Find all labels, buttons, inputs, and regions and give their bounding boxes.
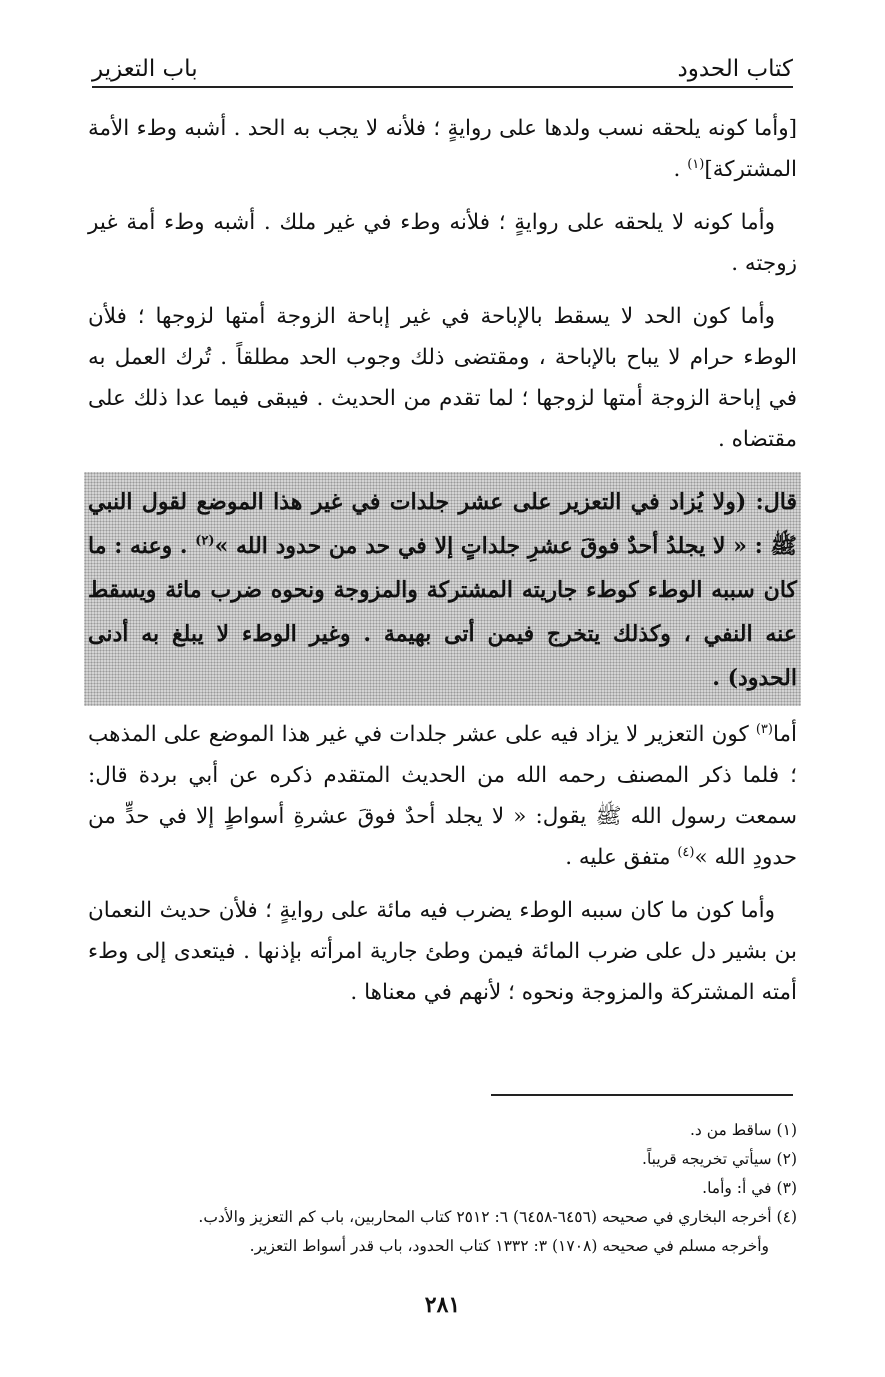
paragraph-4: أما$^{(٣)}$ كون التعزير لا يزاد فيه على عشر جلدات في غير هذا الموضع على المذهب ؛ فلما ذكر المصنف رحمه الله من الحديث المتقدم ذكره عن أبي بردة قال: سمعت رسول الله ﷺ يقول: « لا يجلد أحدٌ فوقَ عشرةِ أسواطٍ إلا في حدٍّ من حدودِ الله »$^{(٤)}$ متفق عليه . — [88, 721, 797, 870]
footnote-separator — [491, 1094, 793, 1096]
header-book-title: كتاب الحدود — [677, 56, 793, 82]
footnote-4: (٤) أخرجه البخاري في صحيحه (٦٤٥٦-٦٤٥٨) ٦: ٢٥١٢ كتاب المحاربين، باب كم التعزيز والأدب. — [198, 1208, 797, 1226]
main-text — [88, 108, 797, 1025]
footnotes — [90, 1116, 797, 1261]
footnote-ref-2: (٢) — [195, 533, 215, 549]
page-number: ٢٨١ — [424, 1292, 461, 1318]
matn-highlight-block — [84, 472, 801, 706]
footnote-2: (٢) سيأتي تخريجه قريباً. — [642, 1150, 797, 1168]
footnote-ref-4: (٤) — [677, 844, 695, 860]
footnote-ref-1: (١) — [687, 156, 705, 172]
header-chapter-title: باب التعزير — [92, 56, 198, 82]
footnote-1: (١) ساقط من د. — [689, 1121, 797, 1139]
footnote-3: (٣) في أ: وأما. — [702, 1179, 797, 1197]
paragraph-1: [وأما كونه يلحقه نسب ولدها على روايةٍ ؛ فلأنه لا يجب به الحد . أشبه وطء الأمة المشتركة]$^{(١)}$ . — [88, 116, 797, 182]
paragraph-5: وأما كون ما كان سببه الوطء يضرب فيه مائة على روايةٍ ؛ فلأن حديث النعمان بن بشير دل على ضرب المائة فيمن وطئ جارية امرأته بإذنها . فيتعدى إلى وطء أمته المشتركة والمزوجة ونحوه ؛ لأنهم في معناها . — [88, 898, 797, 1005]
matn-text: قال: (ولا يُزاد في التعزير على عشر جلدات في غير هذا الموضع لقول النبي ﷺ : « لا يجلدُ أحدٌ فوقَ عشرِ جلداتٍ إلا في حد من حدود الله »$^{(٢)}$ . وعنه : ما كان سببه الوطء كوطء جاريته المشتركة والمزوجة ونحوه ضرب مائة ويسقط عنه النفي ، وكذلك يتخرج فيمن أتى بهيمة . وغير الوطء لا يبلغ به أدنى الحدود) . — [88, 489, 798, 691]
running-header — [92, 40, 793, 88]
footnote-ref-3: (٣) — [755, 721, 773, 737]
paragraph-3: وأما كون الحد لا يسقط بالإباحة في غير إباحة الزوجة أمتها لزوجها ؛ فلأن الوطء حرام لا يباح بالإباحة ، ومقتضى ذلك وجوب الحد مطلقاً . تُرك العمل به في إباحة الزوجة أمتها لزوجها ؛ لما تقدم من الحديث . فيبقى فيما عدا ذلك على مقتضاه . — [88, 304, 797, 452]
footnote-4-continuation: وأخرجه مسلم في صحيحه (١٧٠٨) ٣: ١٣٣٢ كتاب الحدود، باب قدر أسواط التعزير. — [249, 1237, 769, 1255]
paragraph-2: وأما كونه لا يلحقه على روايةٍ ؛ فلأنه وطء في غير ملك . أشبه وطء أمة غير زوجته . — [88, 210, 797, 276]
